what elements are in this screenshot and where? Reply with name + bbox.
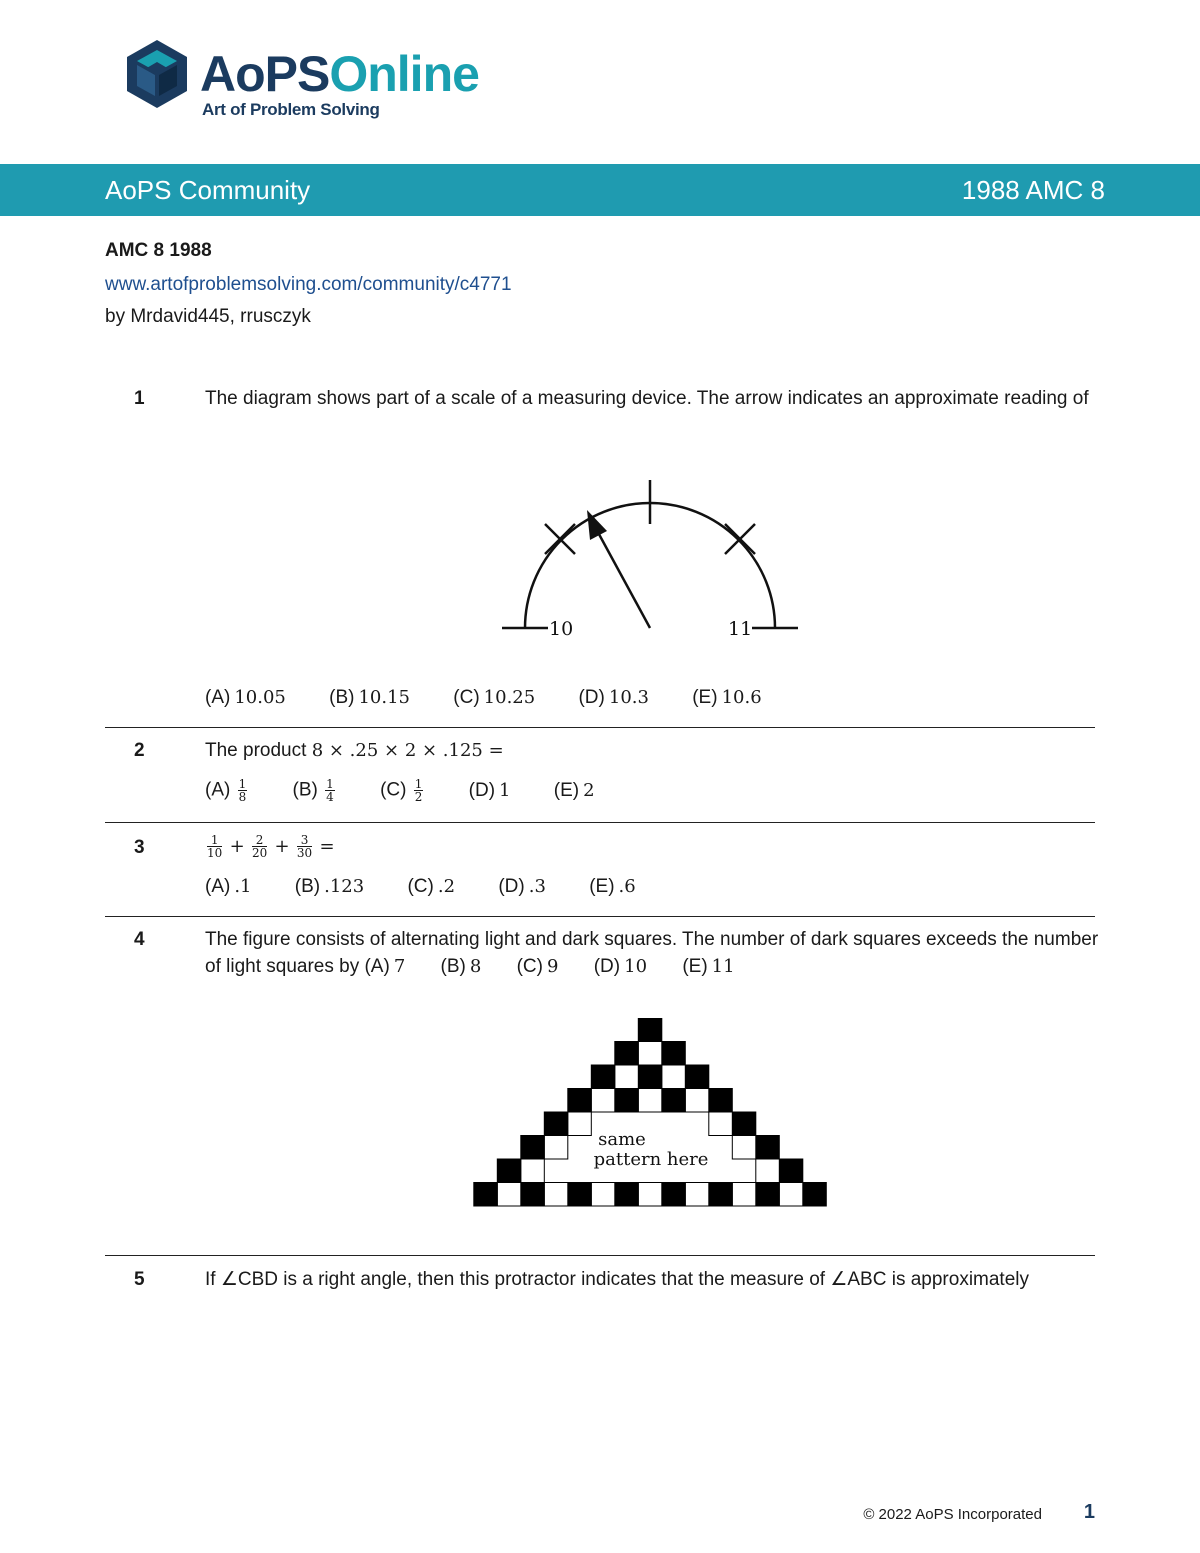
dark-square xyxy=(732,1112,756,1136)
light-square xyxy=(591,1089,615,1113)
choice: (B) 8 xyxy=(440,956,482,977)
light-square xyxy=(779,1183,803,1207)
logo-tagline: Art of Problem Solving xyxy=(202,100,380,119)
problem-1-choices xyxy=(205,687,800,709)
choice: (C) $\frac{1}{2}$ xyxy=(380,777,423,804)
problem-2-choices xyxy=(205,778,633,803)
scale-label-10: 10 xyxy=(549,618,574,640)
figure-label-pattern: pattern here xyxy=(593,1149,709,1170)
dark-square xyxy=(591,1065,615,1089)
figure-label-same: same xyxy=(598,1129,646,1150)
document-title: AMC 8 1988 xyxy=(105,240,212,261)
logo-aops-text: AoPS xyxy=(200,46,330,102)
choice: (D) .3 xyxy=(498,876,546,897)
choice: (A) $\frac{1}{8}$ xyxy=(205,777,247,804)
choice: (E) 11 xyxy=(682,956,735,977)
choice: (D) 1 xyxy=(468,779,511,801)
dark-square xyxy=(615,1042,639,1066)
scale-arrow-shaft xyxy=(594,525,650,628)
logo-online-text: Online xyxy=(329,46,479,102)
light-square xyxy=(732,1183,756,1207)
community-link[interactable]: www.artofproblemsolving.com/community/c4771 xyxy=(105,274,512,295)
banner-contest-title: 1988 AMC 8 xyxy=(961,175,1105,205)
dark-square xyxy=(615,1183,639,1207)
light-square xyxy=(662,1065,686,1089)
problem-1-number: 1 xyxy=(134,388,145,409)
dark-square xyxy=(638,1065,662,1089)
choice: (B) 10.15 xyxy=(329,687,410,708)
page-number: 1 xyxy=(1083,1501,1095,1523)
problem-divider xyxy=(105,916,1095,917)
choice: (D) 10 xyxy=(593,956,648,977)
choice: (B) $\frac{1}{4}$ xyxy=(292,777,334,804)
problem-1-text: The diagram shows part of a scale of a measuring device. The arrow indicates an approximate reading of xyxy=(205,388,1089,409)
problem-2-text: The product 8 × .25 × 2 × .125 = xyxy=(205,740,504,761)
choice: (E) 2 xyxy=(553,779,595,801)
dark-square xyxy=(662,1183,686,1207)
header-banner xyxy=(0,164,1200,216)
dark-square xyxy=(521,1136,545,1160)
light-square xyxy=(638,1042,662,1066)
choice: (A) .1 xyxy=(205,876,252,897)
problem-4-text: The figure consists of alternating light and dark squares. The number of dark squares exceeds the number of light squares by (A) 7 (B) 8 (C) 9 (D) 10 (E) 11 xyxy=(205,926,1100,980)
light-square xyxy=(709,1112,733,1136)
dark-square xyxy=(615,1089,639,1113)
aops-cube-icon xyxy=(125,38,189,110)
dark-square xyxy=(568,1183,592,1207)
aops-logo xyxy=(125,38,525,128)
logo-wordmark xyxy=(200,46,479,102)
problem-5-text: If ∠CBD is a right angle, then this protractor indicates that the measure of ∠ABC is approximately xyxy=(205,1269,1029,1290)
problem-4-number: 4 xyxy=(134,929,145,950)
measuring-scale-figure xyxy=(490,470,810,660)
checkered-triangle-figure xyxy=(470,1018,830,1213)
light-square xyxy=(732,1136,756,1160)
choice: (E) 10.6 xyxy=(692,687,762,708)
choice: (A) 10.05 xyxy=(205,687,286,708)
dark-square xyxy=(521,1183,545,1207)
dark-square xyxy=(568,1089,592,1113)
dark-square xyxy=(709,1089,733,1113)
footer-copyright: © 2022 AoPS Incorporated xyxy=(863,1506,1042,1523)
light-square xyxy=(544,1136,568,1160)
choice: (A) 7 xyxy=(364,956,406,977)
problem-divider xyxy=(105,822,1095,823)
problem-2-expression: 8 × .25 × 2 × .125 = xyxy=(311,740,504,761)
light-square xyxy=(638,1089,662,1113)
dark-square xyxy=(756,1136,780,1160)
dark-square xyxy=(685,1065,709,1089)
light-square xyxy=(638,1183,662,1207)
light-square xyxy=(756,1159,780,1183)
dark-square xyxy=(497,1159,521,1183)
light-square xyxy=(685,1183,709,1207)
dark-square xyxy=(779,1159,803,1183)
dark-square xyxy=(474,1183,498,1207)
dark-square xyxy=(662,1089,686,1113)
scale-label-11: 11 xyxy=(728,618,753,640)
light-square xyxy=(568,1112,592,1136)
light-square xyxy=(544,1183,568,1207)
light-square xyxy=(521,1159,545,1183)
dark-square xyxy=(544,1112,568,1136)
choice: (C) .2 xyxy=(407,876,456,897)
choice: (E) .6 xyxy=(589,876,636,897)
dark-square xyxy=(662,1042,686,1066)
choice: (D) 10.3 xyxy=(578,687,649,708)
problem-3-expression: $\frac{1}{10}$ + $\frac{2}{20}$ + $\frac{3}{30}$ = xyxy=(207,833,335,861)
problem-divider xyxy=(105,1255,1095,1256)
light-square xyxy=(591,1183,615,1207)
problem-5-number: 5 xyxy=(134,1269,145,1290)
light-square xyxy=(615,1065,639,1089)
authors-line: by Mrdavid445, rrusczyk xyxy=(105,306,311,327)
dark-square xyxy=(803,1183,827,1207)
choice: (B) .123 xyxy=(294,876,365,897)
problem-divider xyxy=(105,727,1095,728)
dark-square xyxy=(638,1018,662,1042)
dark-square xyxy=(709,1183,733,1207)
light-square xyxy=(497,1183,521,1207)
banner-community-title: AoPS Community xyxy=(105,175,311,205)
choice: (C) 10.25 xyxy=(453,687,536,708)
problem-3-choices xyxy=(205,876,674,898)
dark-square xyxy=(756,1183,780,1207)
choice: (C) 9 xyxy=(516,956,559,977)
light-square xyxy=(685,1089,709,1113)
problem-2-number: 2 xyxy=(134,740,145,761)
problem-3-number: 3 xyxy=(134,837,145,858)
